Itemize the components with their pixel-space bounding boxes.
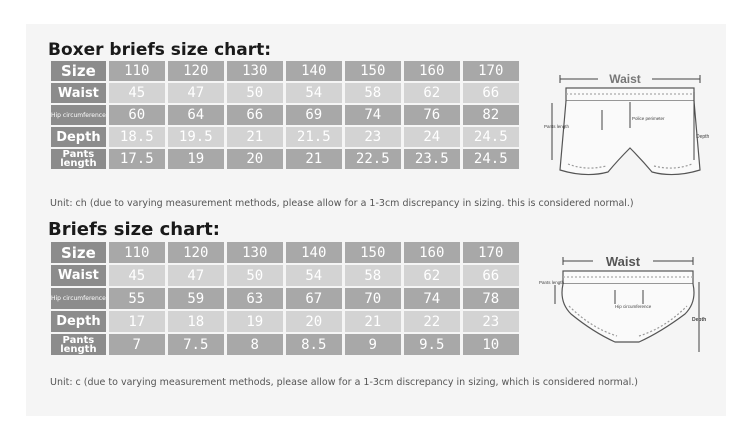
- row-header-waist: Waist: [51, 83, 106, 103]
- table-cell: 20: [227, 149, 283, 169]
- table-cell: 58: [345, 265, 401, 286]
- table-cell: 66: [463, 265, 519, 286]
- boxer-measurement-diagram: [538, 68, 720, 186]
- table-row: [51, 265, 519, 286]
- table-cell: 18.5: [109, 127, 165, 147]
- table-cell: 60: [109, 105, 165, 125]
- table-cell: 140: [286, 61, 342, 81]
- table-cell: 120: [168, 61, 224, 81]
- table-cell: 160: [404, 61, 460, 81]
- table-row: [51, 242, 519, 263]
- table-cell: 54: [286, 83, 342, 103]
- table-row: [51, 334, 519, 355]
- table-cell: 21: [345, 311, 401, 332]
- table-row: [51, 83, 519, 103]
- table-cell: 58: [345, 83, 401, 103]
- briefs-size-table: [48, 240, 522, 357]
- table-cell: 170: [463, 242, 519, 263]
- table-cell: 69: [286, 105, 342, 125]
- table-cell: 74: [404, 288, 460, 309]
- boxer-chart-title: Boxer briefs size chart:: [48, 40, 272, 60]
- waist-label: Waist: [609, 72, 641, 86]
- table-cell: 66: [463, 83, 519, 103]
- table-cell: 78: [463, 288, 519, 309]
- table-cell: 62: [404, 265, 460, 286]
- table-cell: 62: [404, 83, 460, 103]
- table-cell: 8.5: [286, 334, 342, 355]
- table-cell: 47: [168, 265, 224, 286]
- table-row: [51, 149, 519, 169]
- row-header-pants-length: [51, 149, 106, 169]
- length-label: Pants length: [539, 280, 565, 285]
- row-header-line: length: [60, 158, 97, 169]
- boxer-size-table: [48, 59, 522, 171]
- table-cell: 45: [109, 83, 165, 103]
- table-cell: 50: [227, 265, 283, 286]
- row-header-hip: Hip circumference: [51, 105, 106, 125]
- table-row: [51, 105, 519, 125]
- table-cell: 130: [227, 242, 283, 263]
- table-cell: 59: [168, 288, 224, 309]
- table-cell: 10: [463, 334, 519, 355]
- table-cell: 23: [345, 127, 401, 147]
- row-header-size: Size: [51, 242, 106, 263]
- table-cell: 21: [286, 149, 342, 169]
- boxer-unit-note: Unit: ch (due to varying measurement methods, please allow for a 1-3cm discrepancy in sizing. this is considered normal.): [50, 198, 634, 209]
- hip-label: Hip circumference: [615, 304, 652, 309]
- row-header-pants-length: [51, 334, 106, 355]
- row-header-depth: Depth: [51, 127, 106, 147]
- briefs-measurement-diagram: [535, 250, 720, 362]
- table-cell: 19: [168, 149, 224, 169]
- table-cell: 170: [463, 61, 519, 81]
- table-cell: 76: [404, 105, 460, 125]
- table-cell: 45: [109, 265, 165, 286]
- table-row: [51, 127, 519, 147]
- length-label: Pants length: [544, 124, 570, 129]
- row-header-hip: Hip circumference: [51, 288, 106, 309]
- table-cell: 55: [109, 288, 165, 309]
- row-header-waist: Waist: [51, 265, 106, 286]
- table-cell: 22: [404, 311, 460, 332]
- table-cell: 20: [286, 311, 342, 332]
- table-row: [51, 288, 519, 309]
- briefs-chart-title: Briefs size chart:: [48, 219, 220, 240]
- table-cell: 150: [345, 61, 401, 81]
- table-cell: 7: [109, 334, 165, 355]
- table-cell: 47: [168, 83, 224, 103]
- table-cell: 19.5: [168, 127, 224, 147]
- depth-label: Depth: [692, 317, 707, 323]
- table-cell: 18: [168, 311, 224, 332]
- table-row: [51, 311, 519, 332]
- row-header-line: Pants: [62, 334, 95, 346]
- table-cell: 63: [227, 288, 283, 309]
- table-cell: 17.5: [109, 149, 165, 169]
- table-cell: 160: [404, 242, 460, 263]
- table-cell: 24.5: [463, 149, 519, 169]
- table-cell: 22.5: [345, 149, 401, 169]
- table-cell: 24: [404, 127, 460, 147]
- table-cell: 140: [286, 242, 342, 263]
- table-cell: 67: [286, 288, 342, 309]
- table-cell: 54: [286, 265, 342, 286]
- table-cell: 21: [227, 127, 283, 147]
- table-cell: 74: [345, 105, 401, 125]
- table-cell: 50: [227, 83, 283, 103]
- table-cell: 150: [345, 242, 401, 263]
- row-header-depth: Depth: [51, 311, 106, 332]
- row-header-line: length: [60, 343, 97, 355]
- table-cell: 70: [345, 288, 401, 309]
- table-cell: 19: [227, 311, 283, 332]
- table-cell: 64: [168, 105, 224, 125]
- table-cell: 21.5: [286, 127, 342, 147]
- table-cell: 17: [109, 311, 165, 332]
- hip-label: Police perimeter: [632, 116, 665, 121]
- table-cell: 120: [168, 242, 224, 263]
- table-cell: 23.5: [404, 149, 460, 169]
- table-row: [51, 61, 519, 81]
- table-cell: 8: [227, 334, 283, 355]
- row-header-size: Size: [51, 61, 106, 81]
- table-cell: 23: [463, 311, 519, 332]
- depth-label: Depth: [696, 134, 710, 140]
- table-cell: 130: [227, 61, 283, 81]
- table-cell: 66: [227, 105, 283, 125]
- row-header-line: Pants: [62, 149, 95, 160]
- table-cell: 9: [345, 334, 401, 355]
- table-cell: 24.5: [463, 127, 519, 147]
- waist-label: Waist: [605, 254, 641, 269]
- table-cell: 9.5: [404, 334, 460, 355]
- boxer-garment-outline: [560, 88, 700, 175]
- table-cell: 110: [109, 61, 165, 81]
- table-cell: 110: [109, 242, 165, 263]
- briefs-unit-note: Unit: c (due to varying measurement methods, please allow for a 1-3cm discrepancy in sizing, which is considered normal.): [50, 377, 638, 388]
- table-cell: 7.5: [168, 334, 224, 355]
- table-cell: 82: [463, 105, 519, 125]
